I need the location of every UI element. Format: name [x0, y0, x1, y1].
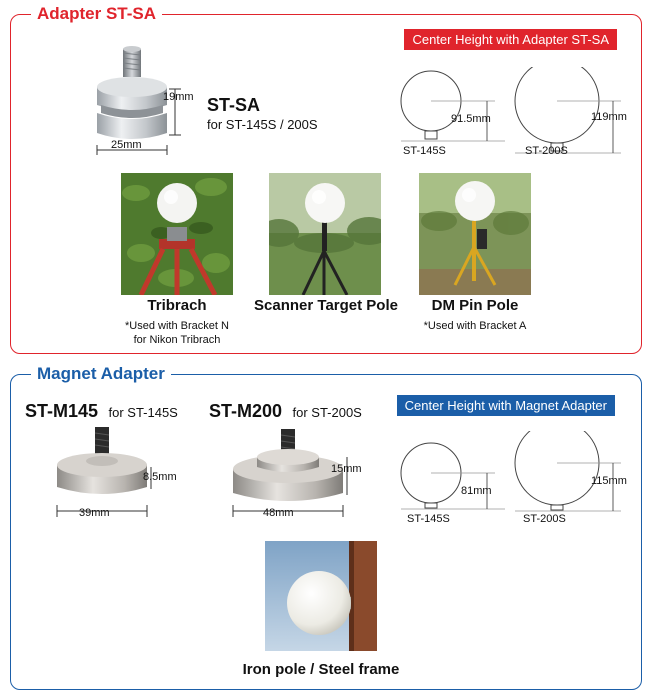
- iron-pole-caption: Iron pole / Steel frame: [242, 661, 400, 678]
- st-sa-height-dim: 19mm: [163, 91, 194, 103]
- st-sa-name: ST-SA: [207, 95, 261, 115]
- tribrach-note-line2: for Nikon Tribrach: [133, 334, 221, 346]
- st-200s-label: ST-200S: [525, 145, 568, 157]
- magnet-st-200s-center-height: 115mm: [591, 475, 627, 487]
- magnet-section-title: Magnet Adapter: [31, 364, 171, 384]
- st-m145-for-text: for ST-145S: [108, 405, 178, 420]
- adapter-center-height-banner: Center Height with Adapter ST-SA: [404, 29, 617, 50]
- magnet-st-145s-center-height: 81mm: [461, 485, 492, 497]
- st-sa-adapter-image: [83, 43, 201, 173]
- adapter-section-title: Adapter ST-SA: [31, 4, 162, 24]
- st-m200-width-dim: 48mm: [263, 507, 294, 519]
- magnet-st-200s-label: ST-200S: [523, 513, 566, 525]
- tribrach-photo: [121, 173, 233, 295]
- st-m200-name: ST-M200: [209, 401, 283, 421]
- tribrach-caption: Tribrach: [147, 297, 207, 314]
- dm-pin-pole-photo: [419, 173, 531, 295]
- dm-pin-pole-note: *Used with Bracket A: [423, 320, 527, 332]
- tribrach-note-line1: *Used with Bracket N: [125, 320, 229, 332]
- dm-pin-pole-caption: DM Pin Pole: [431, 297, 519, 314]
- scanner-target-pole-photo: [269, 173, 381, 295]
- adapter-section: [10, 4, 642, 354]
- tribrach-note: [97, 319, 257, 347]
- st-200s-center-height: 119mm: [591, 111, 627, 123]
- st-sa-for-text: for ST-145S / 200S: [207, 117, 318, 132]
- st-m200-heading: [209, 401, 362, 422]
- magnet-center-height-banner: Center Height with Magnet Adapter: [397, 395, 615, 416]
- st-145s-adapter-shape: [425, 131, 437, 139]
- st-m145-name: ST-M145: [25, 401, 99, 421]
- st-m200-for-text: for ST-200S: [292, 405, 362, 420]
- st-sa-width-dim: 25mm: [111, 139, 142, 151]
- st-m200-height-dim: 15mm: [331, 463, 362, 475]
- st-200s-ball: [515, 67, 599, 143]
- scanner-target-pole-caption: Scanner Target Pole: [254, 297, 398, 314]
- st-m145-height-dim: 8.5mm: [143, 471, 177, 483]
- st-m145-width-dim: 39mm: [79, 507, 110, 519]
- magnet-st-200s-ball: [515, 431, 599, 505]
- magnet-st-145s-label: ST-145S: [407, 513, 450, 525]
- st-145s-center-height: 91.5mm: [451, 113, 491, 125]
- iron-pole-photo: [265, 541, 377, 651]
- magnet-section: [10, 364, 642, 690]
- st-145s-label: ST-145S: [403, 145, 446, 157]
- st-m145-heading: [25, 401, 178, 422]
